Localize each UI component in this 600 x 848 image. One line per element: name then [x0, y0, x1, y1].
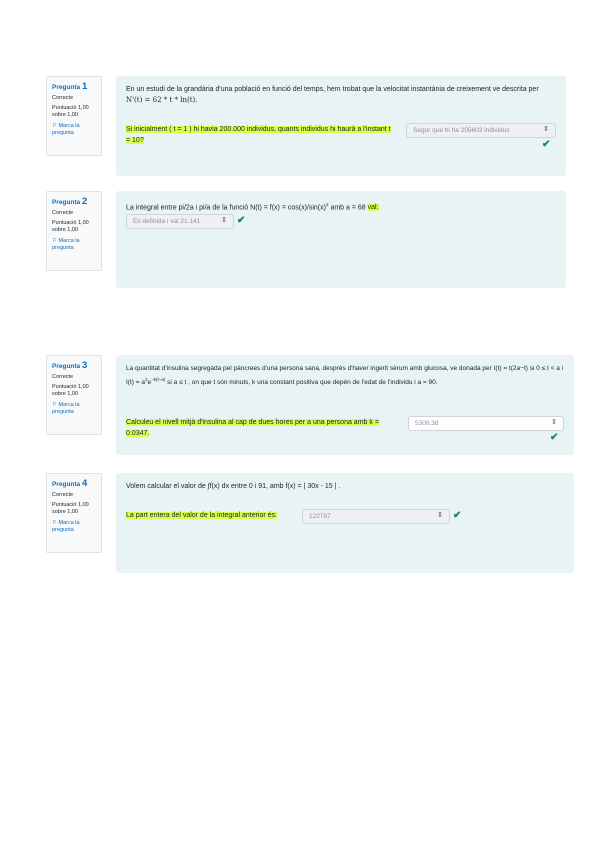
question-prompt: Calculeu el nivell mitjà d'insulina al cap de dues hores per a una persona amb k = 0.0347. [126, 419, 379, 437]
flag-question-link[interactable]: ⚐ Marca la pregunta [52, 402, 80, 415]
question-grade: Puntuació 1,00 sobre 1,00 [52, 502, 89, 515]
formula: N'(t) = 62 * t * ln(t). [126, 96, 198, 104]
check-icon: ✔ [237, 215, 246, 226]
answer-select[interactable]: 122787 ⇕ [302, 509, 450, 524]
check-icon: ✔ [550, 432, 559, 443]
question-text: La quantitat d'insulina segregada pel pàncrees d'una persona sana, després d'haver ingerit sèrum amb glucosa, ve donada per I(t) = t(2a−t) si 0 ≤ t < a i $I(t) = a^2e^{-k(t-a)}$ si a ≤ t , on que t són minuts, k una constant positiva que depèn de l'edat de l'individu i a = 90. [126, 365, 564, 387]
question-info-3 [46, 355, 102, 435]
updown-arrow-icon: ⇕ [551, 419, 557, 426]
answer-select[interactable]: Segur que hi ha 205603 individus ⇕ [406, 123, 556, 138]
flag-question-link[interactable]: ⚐ Marca la pregunta [52, 520, 80, 533]
flag-icon: ⚐ [52, 520, 57, 526]
question-state: Correcte [52, 492, 74, 498]
question-state: Correcte [52, 95, 74, 101]
question-content-1 [116, 76, 566, 176]
question-number: Pregunta 4 [52, 478, 88, 489]
question-content-4 [116, 473, 574, 573]
question-content-2 [116, 191, 566, 288]
question-number: Pregunta 1 [52, 81, 88, 92]
check-icon: ✔ [453, 510, 462, 521]
question-state: Correcte [52, 210, 74, 216]
question-prompt: Si inicialment ( t = 1 ) hi havia 200.000 individus, quants individus hi haurà a l'instant t = 10? [126, 126, 391, 144]
flag-question-link[interactable]: ⚐ Marca la pregunta [52, 123, 80, 136]
flag-question-link[interactable]: ⚐ Marca la pregunta [52, 238, 80, 251]
answer-select[interactable]: Es definida i val 21.141 ⇕ [126, 214, 234, 229]
question-content-3 [116, 355, 574, 455]
question-info-4 [46, 473, 102, 553]
question-grade: Puntuació 1,00 sobre 1,00 [52, 105, 89, 118]
question-grade: Puntuació 1,00 sobre 1,00 [52, 384, 89, 397]
flag-icon: ⚐ [52, 402, 57, 408]
updown-arrow-icon: ⇕ [221, 217, 227, 224]
question-grade: Puntuació 1,00 sobre 1,00 [52, 220, 89, 233]
question-state: Correcte [52, 374, 74, 380]
check-icon: ✔ [542, 139, 551, 150]
updown-arrow-icon: ⇕ [543, 126, 549, 133]
question-info-2 [46, 191, 102, 271]
question-text: La integral entre pi/2a i pi/a de la funció $N(t) = f(x) = \cos(x)/\sin(x)^2$ amb a = 68 val: [126, 202, 379, 212]
updown-arrow-icon: ⇕ [437, 512, 443, 519]
flag-icon: ⚐ [52, 123, 57, 129]
question-info-1 [46, 76, 102, 156]
question-number: Pregunta 3 [52, 360, 88, 371]
question-text: En un estudi de la grandària d'una població en funció del temps, hem trobat que la velocitat instantània de creixement ve descrita per N'(t) = 62 * t * ln(t). [126, 86, 539, 104]
answer-select[interactable]: 5308.38 ⇕ [408, 416, 564, 431]
question-text: Volem calcular el valor de ∫f(x) dx entre 0 i 91, amb f(x) = | 30x - 15 | . [126, 483, 341, 490]
question-prompt: La part entera del valor de la integral anterior és: [126, 512, 277, 519]
flag-icon: ⚐ [52, 238, 57, 244]
question-number: Pregunta 2 [52, 196, 88, 207]
